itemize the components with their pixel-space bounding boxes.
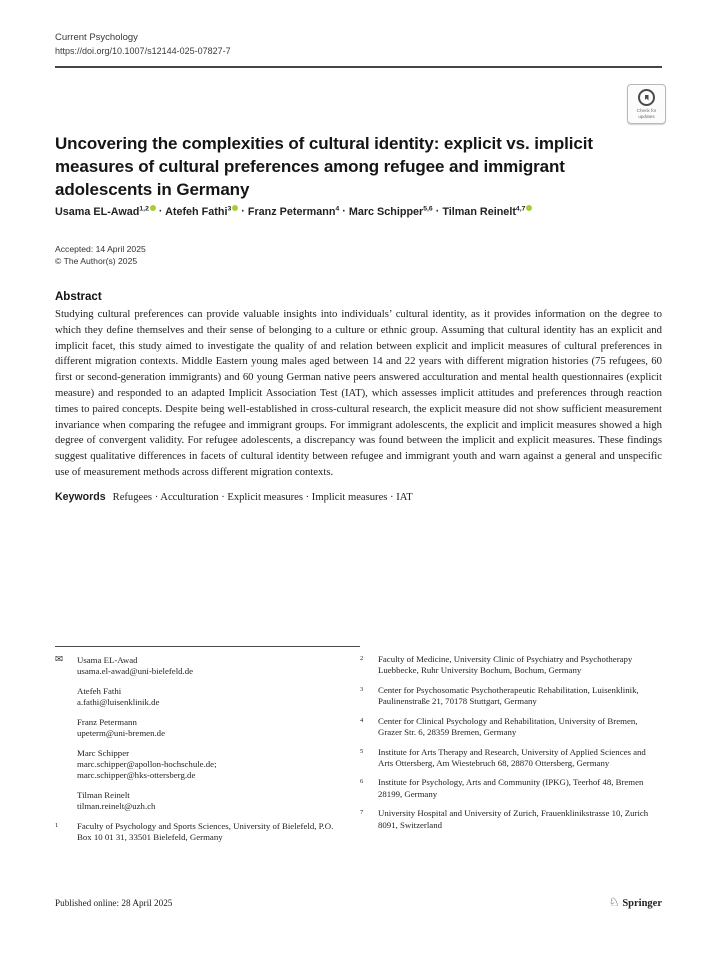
correspondent-name: Franz Petermann <box>77 716 137 727</box>
check-updates-label: Check for updates <box>636 108 657 119</box>
header-divider <box>55 66 662 68</box>
correspondent-email[interactable]: marc.schipper@hks-ottersberg.de <box>77 770 196 781</box>
author-separator: · <box>155 205 166 218</box>
abstract-text: Studying cultural preferences can provide valuable insights into individuals’ cultural identity, as it provides information on the degree to which they define themselves and their sense of belonging to a culture or ethnic group. Assuming that cultural identity has an explicit and implicit facet, this study aimed to investigate the quality of and relation between explicit and implicit measures of cultural preferences in different migration contexts. Middle Eastern young males aged between 14 and 22 years with different migration histories (75 refugees, 60 first or second-generation immigrants) and 60 young German native peers answered acculturation and mental health questionnaires (explicit measure) and responded to an adapted Implicit Association Test (IAT), which assesses implicit attitudes and preferences through reaction times to paired concepts. Despite being well-established in cross-cultural research, the explicit measure did not show sufficient measurement invariance when comparing the refugee and immigrant groups. For immigrant adolescents, the explicit and implicit measures showed a high degree of convergent validity. For refugee adolescents, a discrepancy was found between the implicit and explicit measures. These findings suggest qualitative differences in facets of cultural identity between refugee and immigrant youth and warn against a general and unspecific use of measurement methods across different migration contexts. <box>55 308 662 478</box>
author-name: Franz Petermann <box>247 205 336 218</box>
correspondence-entry <box>55 655 334 678</box>
author-name: Marc Schipper <box>348 205 424 218</box>
affiliation-number: 7 <box>360 809 364 817</box>
correspondent-email[interactable]: marc.schipper@apollon-hochschule.de; <box>77 758 217 769</box>
correspondent-name: Usama EL-Awad <box>77 655 138 665</box>
author <box>248 206 339 218</box>
author <box>55 206 156 218</box>
author-affiliation-sup: 5,6 <box>423 205 433 212</box>
article-dates <box>55 244 146 268</box>
affiliation-number: 4 <box>360 716 364 724</box>
author-name: Atefeh Fathi <box>165 205 228 218</box>
author-affiliation-sup: 4,7 <box>515 205 526 212</box>
author-separator: · <box>339 205 349 218</box>
correspondence-entry <box>55 790 334 813</box>
affiliation-list-left <box>55 821 334 844</box>
affiliation-text: Faculty of Psychology and Sports Sciences, University of Bielefeld, P.O. Box 10 01 31, 33501 Bielefeld, Germany <box>77 820 334 843</box>
author-name: Tilman Reinelt <box>442 205 516 218</box>
check-for-updates-badge[interactable] <box>627 84 666 124</box>
affiliation-text: University Hospital and University of Zurich, Frauenklinikstrasse 10, Zurich 8091, Switzerland <box>378 808 649 830</box>
correspondent-email[interactable]: upeterm@uni-bremen.de <box>77 728 165 739</box>
author-line <box>55 205 662 218</box>
bookmark-icon <box>645 95 649 101</box>
affiliation-number: 3 <box>360 685 364 693</box>
keywords-line <box>55 491 662 503</box>
author-affiliation-sup: 4 <box>335 205 340 212</box>
affiliation-entry <box>360 747 662 770</box>
keywords-items: Refugees · Acculturation · Explicit measures · Implicit measures · IAT <box>112 491 413 503</box>
affiliation-number: 1 <box>55 821 59 829</box>
correspondent-name: Marc Schipper <box>77 747 130 758</box>
correspondent-email[interactable]: usama.el-awad@uni-bielefeld.de <box>77 666 194 677</box>
affiliation-entry <box>55 821 334 844</box>
springer-horse-icon: ♘ <box>608 895 620 909</box>
published-online-date: Published online: 28 April 2025 <box>55 898 173 908</box>
affiliation-column <box>360 646 662 851</box>
affiliation-text: Center for Clinical Psychology and Rehabilitation, University of Bremen, Grazer Str. 6, 28359 Bremen, Germany <box>378 715 638 738</box>
affiliation-entry <box>360 716 662 739</box>
affiliation-list-right <box>360 654 662 831</box>
copyright-line: © The Author(s) 2025 <box>55 255 138 266</box>
correspondence-entry <box>55 686 334 709</box>
author-name: Usama EL-Awad <box>55 205 140 218</box>
orcid-icon[interactable] <box>232 205 238 211</box>
doi-link[interactable]: https://doi.org/10.1007/s12144-025-07827-7 <box>55 46 231 56</box>
orcid-icon[interactable] <box>150 205 156 211</box>
correspondent-name: Atefeh Fathi <box>77 685 122 696</box>
abstract-heading: Abstract <box>55 291 102 303</box>
journal-header <box>55 32 231 56</box>
footnote-area <box>55 646 662 851</box>
journal-name: Current Psychology <box>55 32 138 43</box>
correspondent-email[interactable]: tilman.reinelt@uzh.ch <box>77 801 156 812</box>
affiliation-number: 5 <box>360 747 364 755</box>
update-circle-icon <box>638 89 655 106</box>
author-separator: · <box>238 205 248 218</box>
affiliation-text: Faculty of Medicine, University Clinic of Psychiatry and Psychotherapy Luebbecke, Ruhr University Bochum, Bochum, Germany <box>378 654 633 676</box>
correspondence-entry <box>55 748 334 782</box>
springer-wordmark: Springer <box>622 897 662 909</box>
author-affiliation-sup: 3 <box>227 205 232 212</box>
affiliation-number: 6 <box>360 778 364 786</box>
correspondent-name: Tilman Reinelt <box>77 789 130 800</box>
envelope-icon: ✉ <box>55 654 63 665</box>
affiliation-entry <box>360 777 662 800</box>
affiliation-entry <box>360 808 662 831</box>
keywords-label: Keywords <box>55 490 106 503</box>
author <box>165 206 238 218</box>
correspondent-email[interactable]: a.fathi@luisenklinik.de <box>77 697 160 708</box>
author <box>442 206 532 218</box>
article-title: Uncovering the complexities of cultural identity: explicit vs. implicit measures of cultural preferences among refugee and immigrant adolescents in Germany <box>55 134 593 199</box>
affiliation-text: Institute for Psychology, Arts and Community (IPKG), Teerhof 48, Bremen 28199, Germany <box>378 777 644 799</box>
correspondence-list <box>55 655 334 813</box>
author-separator: · <box>432 205 443 218</box>
affiliation-entry <box>360 685 662 708</box>
affiliation-text: Center for Psychosomatic Psychotherapeutic Rehabilitation, Luisenklinik, Paulinenstraße 21, 70178 Stuttgart, Germany <box>378 684 639 707</box>
author-affiliation-sup: 1,2 <box>139 205 149 212</box>
affiliation-number: 2 <box>360 655 364 662</box>
springer-logo <box>609 896 662 910</box>
page-footer <box>55 896 662 910</box>
correspondence-column <box>55 646 360 851</box>
affiliation-entry <box>360 654 662 677</box>
accepted-date: Accepted: 14 April 2025 <box>55 244 146 254</box>
affiliation-text: Institute for Arts Therapy and Research, University of Applied Sciences and Arts Ottersberg, Am Wiestebruch 68, 28870 Ottersberg, Germany <box>378 746 646 768</box>
orcid-icon[interactable] <box>526 205 532 211</box>
author <box>349 206 433 218</box>
correspondence-entry <box>55 717 334 740</box>
abstract-section <box>55 291 662 503</box>
